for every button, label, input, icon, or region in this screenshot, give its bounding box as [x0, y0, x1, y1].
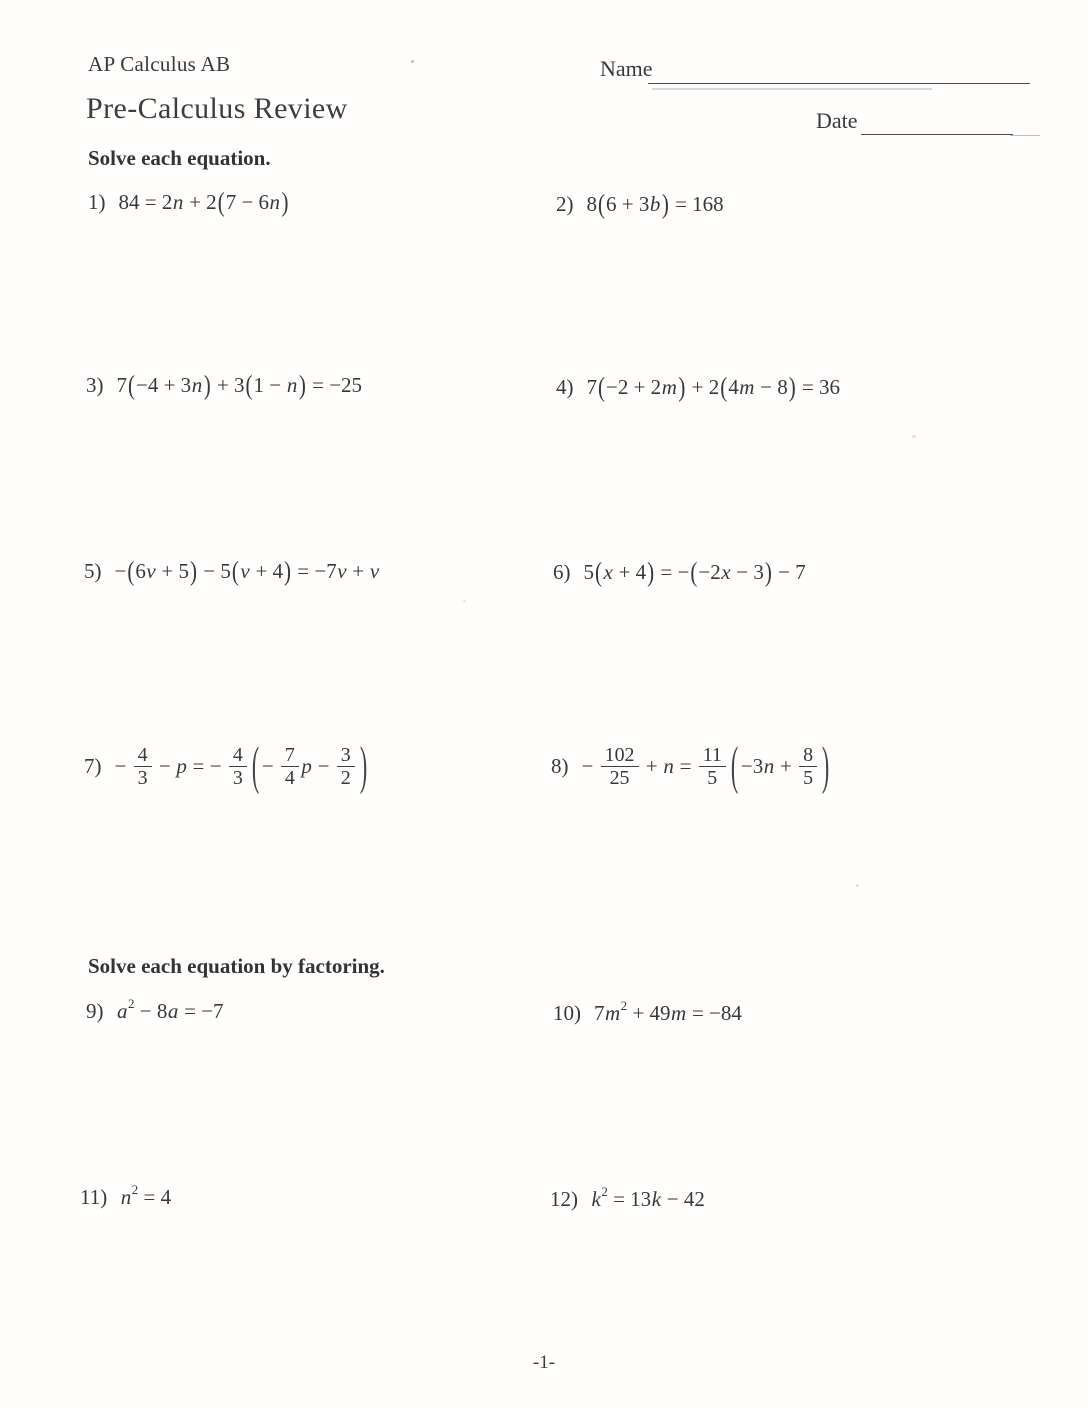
problem-4 — [556, 371, 841, 403]
problem-7-number: 7) — [84, 754, 102, 779]
problem-3 — [86, 369, 363, 401]
problem-10 — [553, 997, 742, 1026]
course-label: AP Calculus AB — [88, 52, 231, 76]
section-heading-factoring: Solve each equation by factoring. — [88, 954, 385, 978]
problem-5-equation: − ( 6 v + 5 ) − 5 ( v + 4 ) = −7 v + v — [114, 555, 380, 587]
problem-5-number: 5) — [84, 559, 102, 583]
problem-12-number: 12) — [550, 1187, 578, 1211]
problem-6 — [553, 556, 806, 588]
page-title: Pre-Calculus Review — [86, 92, 348, 125]
name-blank-line — [648, 83, 1030, 84]
problem-10-number: 10) — [553, 1001, 581, 1025]
problem-9-equation: a 2 − 8 a = −7 — [117, 995, 224, 1023]
problem-7 — [84, 735, 370, 796]
problem-12-equation: k 2 = 13 k − 42 — [591, 1183, 705, 1211]
scan-speck — [463, 600, 466, 602]
scan-speck — [912, 435, 916, 438]
date-blank-line — [861, 134, 1013, 135]
name-blank-line-shadow — [652, 88, 932, 90]
problem-9-number: 9) — [86, 999, 104, 1023]
problem-7-equation: − $\frac{4}{3}$ − p = − $\frac{4}{3}$ ( − $\frac{7}{4}$ p − $\frac{3}{2}$ ) — [114, 735, 367, 796]
page-number: -1- — [532, 1352, 556, 1373]
scan-speck — [411, 60, 414, 63]
problem-2-number: 2) — [556, 192, 574, 216]
date-label: Date — [816, 108, 858, 133]
problem-10-equation: 7 m 2 + 49 m = −84 — [594, 997, 742, 1025]
section-heading-solve: Solve each equation. — [88, 146, 271, 170]
problem-6-equation: 5 ( x + 4 ) = − ( −2 x − 3 ) − 7 — [583, 556, 806, 588]
problem-9 — [86, 995, 224, 1024]
problem-1-number: 1) — [88, 190, 106, 214]
problem-8 — [551, 735, 832, 796]
problem-1-equation: 84 = 2 n + 2 ( 7 − 6 n ) — [118, 186, 289, 218]
problem-4-equation: 7 ( −2 + 2 m ) + 2 ( 4 m − 8 ) = 36 — [586, 371, 841, 403]
problem-12 — [550, 1183, 705, 1212]
problem-3-number: 3) — [86, 373, 104, 397]
date-blank-line-shadow — [1010, 135, 1040, 136]
problem-1 — [88, 186, 290, 218]
problem-8-number: 8) — [551, 754, 569, 779]
problem-11-equation: n 2 = 4 — [120, 1181, 172, 1209]
problem-2-equation: 8 ( 6 + 3 b ) = 168 — [586, 188, 724, 220]
problem-11-number: 11) — [80, 1185, 108, 1209]
problem-3-equation: 7 ( −4 + 3 n ) + 3 ( 1 − n ) = −25 — [116, 369, 363, 401]
problem-2 — [556, 188, 724, 220]
problem-8-equation: − $\frac{102}{25}$ + n = $\frac{11}{5}$ ( −3 n + $\frac{8}{5}$ ) — [581, 735, 830, 796]
problem-4-number: 4) — [556, 375, 574, 399]
problem-6-number: 6) — [553, 560, 571, 584]
name-label: Name — [600, 56, 653, 81]
problem-11 — [80, 1181, 172, 1210]
scan-speck — [856, 884, 859, 887]
problem-5 — [84, 555, 380, 587]
